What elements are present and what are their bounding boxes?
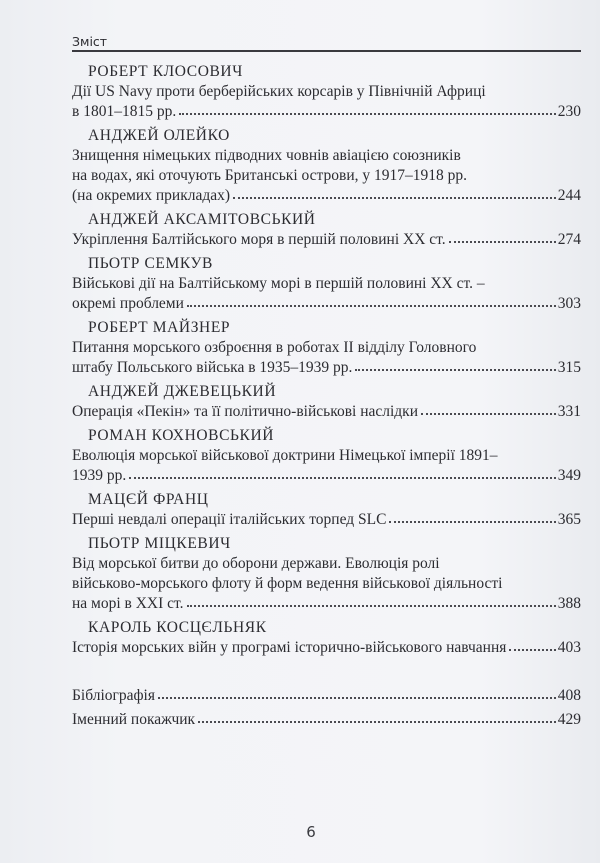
entry-title-last-line	[72, 594, 581, 614]
entry-page-number: 365	[557, 511, 581, 528]
dot-leader	[231, 186, 557, 200]
running-head: Зміст	[72, 34, 108, 49]
header-rule	[72, 50, 581, 52]
entry-page-number: 349	[557, 467, 581, 484]
toc-entry	[72, 426, 581, 486]
back-matter-label: Бібліографія	[72, 687, 155, 704]
entry-title-last-line	[72, 186, 581, 206]
entry-title-last-line	[72, 686, 581, 706]
toc-entry	[72, 382, 581, 422]
entry-author: МАЦЄЙ ФРАНЦ	[88, 491, 209, 508]
dot-leader	[507, 638, 556, 652]
entry-title-line: Військові дії на Балтійському морі в першій половині XX ст. –	[72, 275, 485, 292]
entry-title-text: Перші невдалі операції італійських торпед SLC	[72, 511, 387, 528]
dot-leader	[177, 102, 557, 116]
entry-title-text: Укріплення Балтійського моря в першій половині XX ст.	[72, 231, 446, 248]
entry-page-number: 388	[557, 595, 581, 612]
entry-title-text: на морі в XXI ст.	[72, 595, 184, 612]
entry-author: АНДЖЕЙ АКСАМІТОВСЬКИЙ	[88, 211, 316, 228]
entry-title-text: Операція «Пекін» та її політично-військові наслідки	[72, 403, 419, 420]
entry-title-line: на водах, які оточують Британські острови, у 1917–1918 рр.	[72, 167, 467, 184]
entry-page-number: 274	[557, 231, 581, 248]
entry-page-number: 244	[557, 187, 581, 204]
toc-entry	[72, 210, 581, 250]
entry-author: РОБЕРТ МАЙЗНЕР	[88, 319, 231, 336]
dot-leader	[185, 594, 557, 608]
dot-leader	[196, 710, 557, 724]
entry-author: РОМАН КОХНОВСЬКИЙ	[88, 427, 275, 444]
entry-title-line: Знищення німецьких підводних човнів авіацією союзників	[72, 147, 461, 164]
entry-page-number: 230	[557, 103, 581, 120]
entry-title-last-line	[72, 710, 581, 730]
entry-title-text: 1939 рр.	[72, 467, 127, 484]
toc-entry	[72, 490, 581, 530]
dot-leader	[127, 466, 557, 480]
entry-title-last-line	[72, 510, 581, 530]
entry-title-text: в 1801–1815 рр.	[72, 103, 177, 120]
entry-title-last-line	[72, 358, 581, 378]
entry-title-line: Еволюція морської військової доктрини Німецької імперії 1891–	[72, 447, 498, 464]
entry-title-last-line	[72, 102, 581, 122]
table-of-contents	[72, 62, 581, 734]
dot-leader	[447, 230, 557, 244]
entry-title-text: окремі проблеми	[72, 295, 184, 312]
toc-entry	[72, 126, 581, 206]
entry-title-last-line	[72, 466, 581, 486]
page-number-folio: 6	[306, 823, 316, 841]
entry-title-line: Від морської битви до оборони держави. Еволюція ролі	[72, 555, 440, 572]
dot-leader	[353, 358, 556, 372]
entry-author: АНДЖЕЙ ДЖЕВЕЦЬКИЙ	[88, 383, 277, 400]
entry-title-line: військово-морського флоту й форм ведення військової діяльності	[72, 575, 503, 592]
dot-leader	[185, 294, 557, 308]
section-spacer	[72, 662, 581, 686]
toc-back-matter-entry	[72, 710, 581, 730]
entry-page-number: 408	[557, 687, 581, 704]
entry-title-last-line	[72, 294, 581, 314]
entry-page-number: 429	[557, 711, 581, 728]
entry-author: ПЬОТР СЕМКУВ	[88, 255, 213, 272]
entry-author: ПЬОТР МІЦКЕВИЧ	[88, 535, 231, 552]
entry-title-line: Питання морського озброєння в роботах II відділу Головного	[72, 339, 477, 356]
entry-author: РОБЕРТ КЛОСОВИЧ	[88, 63, 243, 80]
entry-page-number: 331	[557, 403, 581, 420]
entry-author: АНДЖЕЙ ОЛЕЙКО	[88, 127, 230, 144]
dot-leader	[156, 686, 557, 700]
toc-entry	[72, 254, 581, 314]
dot-leader	[387, 510, 556, 524]
toc-back-matter-entry	[72, 686, 581, 706]
entry-author: КАРОЛЬ КОСЦЄЛЬНЯК	[88, 619, 267, 636]
entry-title-last-line	[72, 638, 581, 658]
toc-entry	[72, 618, 581, 658]
entry-title-last-line	[72, 402, 581, 422]
back-matter-label: Іменний покажчик	[72, 711, 196, 728]
dot-leader	[419, 402, 557, 416]
entry-title-text: Історія морських війн у програмі історично-військового навчання	[72, 639, 507, 656]
toc-entry	[72, 62, 581, 122]
toc-entry	[72, 318, 581, 378]
entry-title-text: (на окремих прикладах)	[72, 187, 231, 204]
entry-title-text: штабу Польського війська в 1935–1939 рр.	[72, 359, 353, 376]
entry-page-number: 403	[557, 639, 581, 656]
entry-title-line: Дії US Navy проти берберійських корсарів у Північній Африці	[72, 83, 486, 100]
entry-page-number: 303	[557, 295, 581, 312]
entry-page-number: 315	[557, 359, 581, 376]
entry-title-last-line	[72, 230, 581, 250]
toc-entry	[72, 534, 581, 614]
